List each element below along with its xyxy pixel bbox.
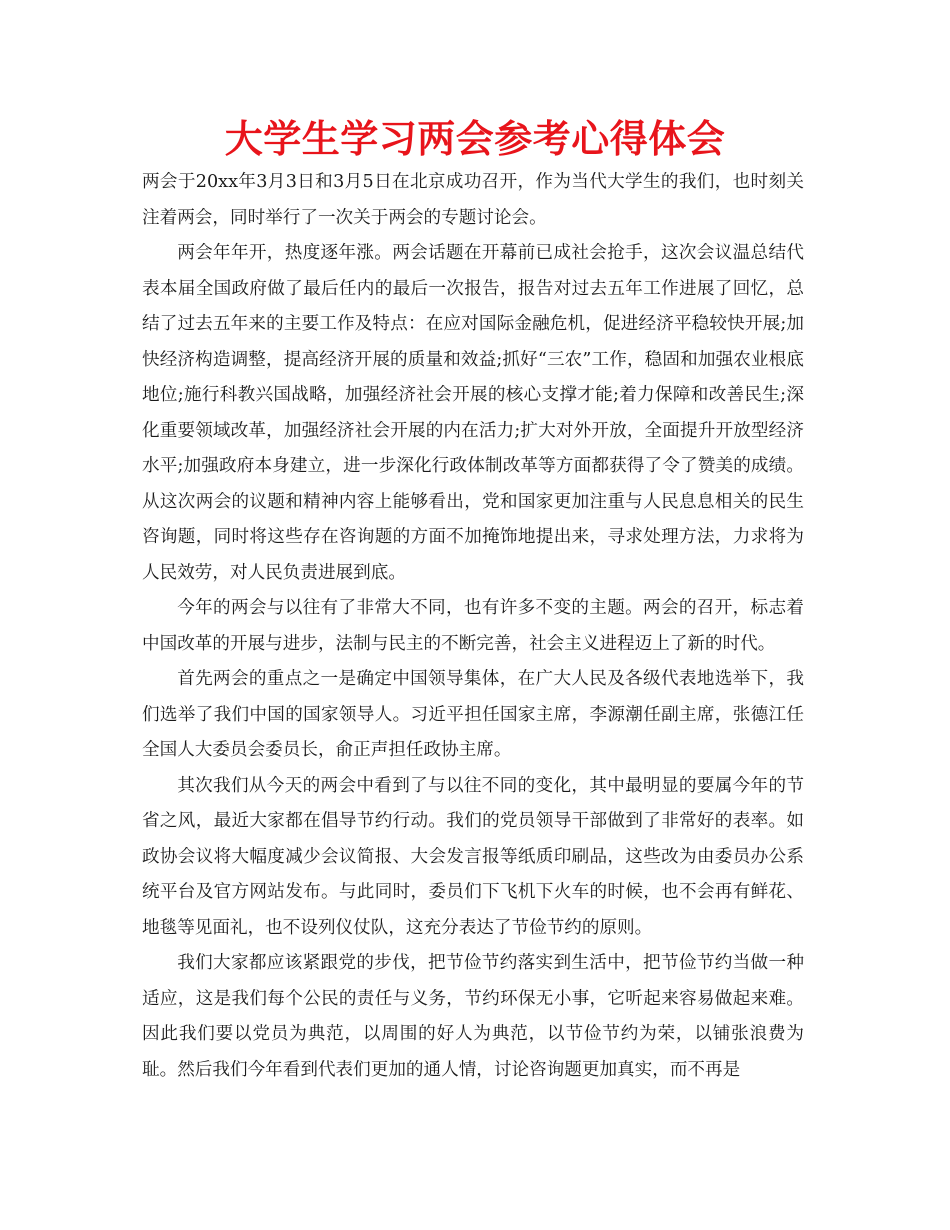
document-body <box>142 165 804 1088</box>
paragraph-3: 今年的两会与以往有了非常大不同，也有许多不变的主题。两会的召开，标志着中国改革的开展与进步，法制与民主的不断完善，社会主义进程迈上了新的时代。 <box>142 598 804 654</box>
document-title: 大学生学习两会参考心得体会 <box>224 117 726 161</box>
paragraph-1: 两会于20xx年3月3日和3月5日在北京成功召开，作为当代大学生的我们，也时刻关注着两会，同时举行了一次关于两会的专题讨论会。 <box>142 172 804 228</box>
paragraph-2: 两会年年开，热度逐年涨。两会话题在开幕前已成社会抢手，这次会议温总结代表本届全国政府做了最后任内的最后一次报告，报告对过去五年工作进展了回忆，总结了过去五年来的主要工作及特点：在应对国际金融危机，促进经济平稳较快开展;加快经济构造调整，提高经济开展的质量和效益;抓好“三农”工作，稳固和加强农业根底地位;施行科教兴国战略，加强经济社会开展的核心支撑才能;着力保障和改善民生;深化重要领域改革，加强经济社会开展的内在活力;扩大对外开放，全面提升开放型经济水平;加强政府本身建立，进一步深化行政体制改革等方面都获得了令了赞美的成绩。从这次两会的议题和精神内容上能够看出，党和国家更加注重与人民息息相关的民生咨询题，同时将这些存在咨询题的方面不加掩饰地提出来，寻求处理方法，力求将为人民效劳，对人民负责进展到底。 <box>142 243 804 583</box>
paragraph-6: 我们大家都应该紧跟党的步伐，把节俭节约落实到生活中，把节俭节约当做一种适应，这是我们每个公民的责任与义务，节约环保无小事，它听起来容易做起来难。因此我们要以党员为典范，以周围的好人为典范，以节俭节约为荣，以铺张浪费为耻。然后我们今年看到代表们更加的通人情，讨论咨询题更加真实，而不再是 <box>142 953 804 1080</box>
paragraph-5: 其次我们从今天的两会中看到了与以往不同的变化，其中最明显的要属今年的节省之风，最近大家都在倡导节约行动。我们的党员领导干部做到了非常好的表率。如政协会议将大幅度减少会议简报、大会发言报等纸质印刷品，这些改为由委员办公系统平台及官方网站发布。与此同时，委员们下飞机下火车的时候，也不会再有鲜花、地毯等见面礼，也不设列仪仗队，这充分表达了节俭节约的原则。 <box>142 775 804 938</box>
paragraph-4: 首先两会的重点之一是确定中国领导集体，在广大人民及各级代表地选举下，我们选举了我们中国的国家领导人。习近平担任国家主席，李源潮任副主席，张德江任全国人大委员会委员长，俞正声担任政协主席。 <box>142 669 804 760</box>
